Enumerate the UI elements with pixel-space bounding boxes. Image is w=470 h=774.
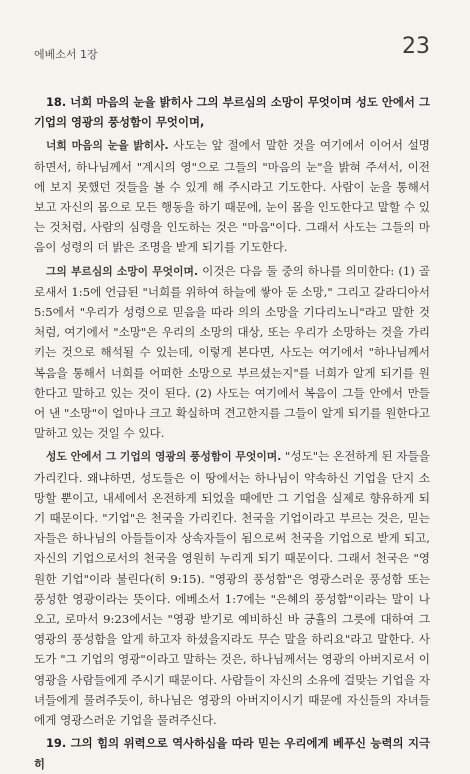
- paragraph-text: 사도는 앞 절에서 말한 것을 여기에서 이어서 설명하면서, 하나님께서 "계시의 영"으로 그들의 "마음의 눈"을 밝혀 주셔서, 이전에 보지 못했던 것들을 볼 수 있게 해 주시라고 기도한다. 사람이 눈을 통해서 보고 자신의 몸으로 모든 행동을 하기 때문에, 눈이 몸을 인도한다고 말할 수 있는 것처럼, 사람의 심령을 인도하는 것은 "마음"이다. 그래서 사도는 그들의 마음이 성령의 더 밝은 조명을 받게 되기를 기도한다.: [34, 138, 430, 255]
- commentary-paragraph-3: [34, 446, 430, 730]
- commentary-paragraph-1: [34, 135, 430, 257]
- page-header: [34, 34, 430, 78]
- verse-heading-18: 18. 너희 마음의 눈을 밝히사 그의 부르심의 소망이 무엇이며 성도 안에서 그 기업의 영광의 풍성함이 무엇이며,: [34, 95, 430, 130]
- running-head: 에베소서 1장: [34, 48, 98, 61]
- paragraph-text: "성도"는 온전하게 된 자들을 가리킨다. 왜냐하면, 성도들은 이 땅에서는 하나님이 약속하신 기업을 단지 소망할 뿐이고, 내세에서 온전하게 되었을 때에만 그 기업을 실제로 향유하게 되기 때문이다. "기업"은 천국을 가리킨다. 천국을 기업이라고 부르는 것은, 믿는 자들은 하나님의 아들들이자 상속자들이 됨으로써 천국을 기업으로 받게 되고, 자신의 기업으로서의 천국을 영원히 누리게 되기 때문이다. 그래서 천국은 "영원한 기업"이라 불린다(히 9:15). "영광의 풍성함"은 영광스러운 풍성함 또는 풍성한 영광이라는 뜻이다. 에베소서 1:7에는 "은혜의 풍성함"이라는 말이 나오고, 로마서 9:23에서는 "영광 받기로 예비하신 바 긍휼의 그릇에 대하여 그 영광의 풍성함을 알게 하고자 하셨을지라도 무슨 말을 하리요"라고 말한다. 사도가 "그 기업의 영광"이라고 말하는 것은, 하나님께서는 영광의 아버지로서 이 영광을 사람들에게 주시기 때문이다. 사람들이 자신의 소유에 걸맞는 기업을 자녀들에게 물려주듯이, 하나님은 영광의 아버지이시기 때문에 자신들의 자녀들에게 영광스러운 기업을 물려주신다.: [34, 449, 431, 728]
- paragraph-lead: 성도 안에서 그 기업의 영광의 풍성함이 무엇이며.: [46, 450, 282, 464]
- paragraph-text: 이것은 다음 둘 중의 하나를 의미한다: (1) 골로새서 1:5에 언급된 "너희를 위하여 하늘에 쌓아 둔 소망," 그리고 갈라디아서 5:5에서 "우리가 성령으로 믿음을 따라 의의 소망을 기다리노니"라고 말한 것처럼, 여기에서 "소망"은 우리의 소망의 대상, 또는 우리가 소망하는 것을 가리키는 것으로 해석될 수 있는데, 이렇게 본다면, 사도는 여기에서 "하나님께서 복음을 통해서 너희를 어떠한 소망으로 부르셨는지"를 너희가 알게 되기를 원한다고 말하고 있는 것이 된다. (2) 사도는 여기에서 복음이 그들 안에서 만들어 낸 "소망"이 얼마나 크고 확실하며 견고한지를 그들이 알게 되기를 원한다고 말하고 있는 것일 수 있다.: [34, 263, 430, 441]
- commentary-paragraph-2: [34, 261, 430, 444]
- page-number: 23: [402, 34, 430, 59]
- paragraph-lead: 그의 부르심의 소망이 무엇이며.: [46, 264, 199, 278]
- paragraph-lead: 너희 마음의 눈을 밝히사.: [46, 139, 169, 153]
- page-body: [34, 92, 431, 771]
- verse-heading-19: 19. 그의 힘의 위력으로 역사하심을 따라 믿는 우리에게 베푸신 능력의 지극히: [34, 736, 430, 771]
